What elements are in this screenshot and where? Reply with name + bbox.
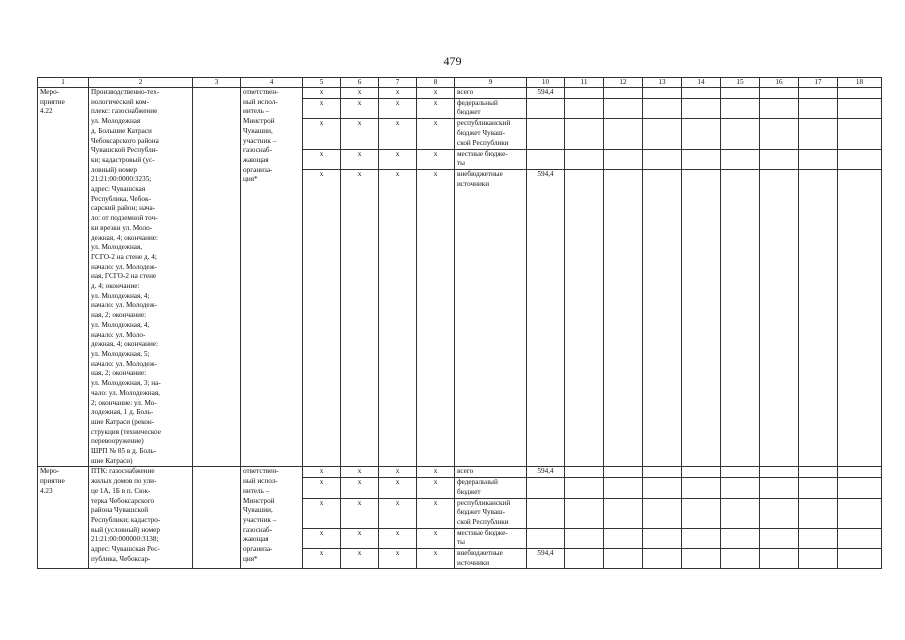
funding-source-cell: федеральный бюджет (455, 478, 527, 498)
empty-cell (565, 549, 604, 569)
funding-source-cell: всего (455, 88, 527, 99)
empty-cell (643, 498, 682, 528)
empty-cell (643, 119, 682, 149)
column-header: 18 (838, 78, 882, 88)
column-header: 13 (643, 78, 682, 88)
column-header: 1 (38, 78, 89, 88)
empty-cell (760, 88, 799, 99)
empty-cell (565, 170, 604, 467)
empty-cell (643, 170, 682, 467)
column-header: 12 (604, 78, 643, 88)
empty-cell (721, 119, 760, 149)
empty-cell (565, 478, 604, 498)
empty-cell (604, 119, 643, 149)
empty-cell (760, 528, 799, 548)
empty-cell (643, 88, 682, 99)
table-row (38, 467, 882, 478)
column-header: 8 (417, 78, 455, 88)
amount-cell (527, 119, 565, 149)
column-header: 11 (565, 78, 604, 88)
mark-cell: x (417, 88, 455, 99)
empty-cell (760, 149, 799, 170)
empty-cell (799, 498, 838, 528)
measure-cell: Меро- приятие 4.22 (38, 88, 89, 467)
empty-cell (565, 467, 604, 478)
empty-cell (838, 478, 882, 498)
empty-cell (799, 467, 838, 478)
empty-cell (721, 549, 760, 569)
mark-cell: x (379, 88, 417, 99)
funding-source-cell: внебюджетные источники (455, 549, 527, 569)
mark-cell: x (417, 549, 455, 569)
empty-cell (643, 149, 682, 170)
mark-cell: x (303, 170, 341, 467)
empty-cell (604, 498, 643, 528)
mark-cell: x (341, 98, 379, 119)
empty-cell (838, 467, 882, 478)
mark-cell: x (379, 170, 417, 467)
mark-cell: x (417, 478, 455, 498)
header-row (38, 78, 882, 88)
column-header: 6 (341, 78, 379, 88)
executor-cell: ответствен- ный испол- нитель – Минстрой Чувашии, участник – газоснаб- жающая организа- ция* (241, 467, 303, 569)
empty-cell (604, 467, 643, 478)
mark-cell: x (303, 149, 341, 170)
empty-cell (838, 170, 882, 467)
amount-cell (527, 478, 565, 498)
empty-cell (193, 88, 241, 467)
empty-cell (682, 528, 721, 548)
empty-cell (799, 98, 838, 119)
mark-cell: x (417, 170, 455, 467)
empty-cell (193, 467, 241, 569)
empty-cell (799, 119, 838, 149)
funding-source-cell: республиканский бюджет Чуваш- ской Республики (455, 498, 527, 528)
empty-cell (760, 549, 799, 569)
column-header: 17 (799, 78, 838, 88)
empty-cell (760, 467, 799, 478)
mark-cell: x (303, 498, 341, 528)
empty-cell (682, 549, 721, 569)
mark-cell: x (341, 119, 379, 149)
empty-cell (604, 478, 643, 498)
mark-cell: x (341, 478, 379, 498)
empty-cell (721, 498, 760, 528)
empty-cell (721, 98, 760, 119)
empty-cell (682, 119, 721, 149)
column-header: 10 (527, 78, 565, 88)
mark-cell: x (341, 467, 379, 478)
empty-cell (682, 149, 721, 170)
column-header: 2 (89, 78, 193, 88)
mark-cell: x (379, 498, 417, 528)
empty-cell (565, 98, 604, 119)
empty-cell (721, 149, 760, 170)
mark-cell: x (417, 98, 455, 119)
empty-cell (643, 467, 682, 478)
empty-cell (721, 88, 760, 99)
empty-cell (565, 149, 604, 170)
amount-cell (527, 498, 565, 528)
funding-source-cell: всего (455, 467, 527, 478)
empty-cell (721, 528, 760, 548)
empty-cell (799, 149, 838, 170)
mark-cell: x (341, 549, 379, 569)
empty-cell (643, 549, 682, 569)
empty-cell (760, 478, 799, 498)
empty-cell (838, 119, 882, 149)
mark-cell: x (341, 88, 379, 99)
description-cell: ПТК: газоснабжение жилых домов по ули- це 1А, 1Б в п. Сюк- терка Чебоксарского района Чувашской Республики; кадастро- вый (условный) номер 21:21:00:000000:3138; адрес: Чувашская Рес- публика, Чебоксар- (89, 467, 193, 569)
empty-cell (682, 170, 721, 467)
empty-cell (838, 528, 882, 548)
empty-cell (682, 467, 721, 478)
empty-cell (721, 478, 760, 498)
amount-cell: 594,4 (527, 549, 565, 569)
mark-cell: x (341, 528, 379, 548)
column-header: 7 (379, 78, 417, 88)
column-header: 5 (303, 78, 341, 88)
empty-cell (604, 88, 643, 99)
mark-cell: x (341, 170, 379, 467)
column-header: 3 (193, 78, 241, 88)
mark-cell: x (303, 119, 341, 149)
mark-cell: x (379, 528, 417, 548)
mark-cell: x (417, 528, 455, 548)
empty-cell (604, 549, 643, 569)
empty-cell (838, 98, 882, 119)
mark-cell: x (379, 467, 417, 478)
mark-cell: x (341, 498, 379, 528)
empty-cell (760, 98, 799, 119)
empty-cell (799, 528, 838, 548)
mark-cell: x (303, 88, 341, 99)
empty-cell (643, 478, 682, 498)
empty-cell (682, 88, 721, 99)
empty-cell (643, 98, 682, 119)
empty-cell (760, 170, 799, 467)
empty-cell (760, 119, 799, 149)
mark-cell: x (379, 478, 417, 498)
empty-cell (565, 498, 604, 528)
page-number: 479 (443, 54, 462, 68)
mark-cell: x (379, 149, 417, 170)
mark-cell: x (379, 119, 417, 149)
budget-table (37, 77, 882, 569)
amount-cell: 594,4 (527, 88, 565, 99)
funding-source-cell: местные бюдже- ты (455, 528, 527, 548)
empty-cell (721, 170, 760, 467)
column-header: 14 (682, 78, 721, 88)
empty-cell (838, 498, 882, 528)
mark-cell: x (417, 498, 455, 528)
amount-cell (527, 149, 565, 170)
empty-cell (682, 498, 721, 528)
empty-cell (799, 88, 838, 99)
column-header: 15 (721, 78, 760, 88)
mark-cell: x (417, 119, 455, 149)
amount-cell (527, 98, 565, 119)
funding-source-cell: внебюджетные источники (455, 170, 527, 467)
mark-cell: x (417, 467, 455, 478)
empty-cell (838, 549, 882, 569)
mark-cell: x (417, 149, 455, 170)
column-header: 16 (760, 78, 799, 88)
amount-cell: 594,4 (527, 170, 565, 467)
empty-cell (565, 119, 604, 149)
funding-source-cell: местные бюдже- ты (455, 149, 527, 170)
mark-cell: x (303, 467, 341, 478)
empty-cell (565, 528, 604, 548)
empty-cell (838, 149, 882, 170)
mark-cell: x (379, 549, 417, 569)
empty-cell (643, 528, 682, 548)
description-cell: Производственно-тех- нологический ком- плекс: газоснабжение ул. Молодежная д. Большие Катраси Чебоксарского района Чувашской Республи- ки; кадастровый (ус- ловный) номер 21:21:00:0000:3235; адрес: Чувашская Республика, Чебок- сарский район; нача- ло: от подземной точ- ки врезки ул. Моло- дежная, 4; окончание: ул. Молодежная, ГСГО-2 на стене д. 4; начало: ул. Молодеж- ная, ГСГО-2 на стене д. 4; окончание: ул. Молодежная, 4; начало: ул. Молодеж- ная, 2; окончание: ул. Молодежная, 4, начало: ул. Моло- дежная, 4; окончание: ул. Молодежная, 5; начало: ул. Молодеж- ная, 2; окончание: ул. Молодежная, 3; на- чало: ул. Молодежная, 2; окончание: ул. Мо- лодежная, 1 д. Боль- шие Катраси (рекон- струкция (техническое перевооружение) ШРП № 85 в д. Боль- шие Катраси) (89, 88, 193, 467)
empty-cell (799, 170, 838, 467)
mark-cell: x (341, 149, 379, 170)
empty-cell (799, 478, 838, 498)
empty-cell (604, 98, 643, 119)
funding-source-cell: федеральный бюджет (455, 98, 527, 119)
empty-cell (682, 98, 721, 119)
mark-cell: x (303, 478, 341, 498)
measure-cell: Меро- приятие 4.23 (38, 467, 89, 569)
funding-source-cell: республиканский бюджет Чуваш- ской Республики (455, 119, 527, 149)
empty-cell (604, 528, 643, 548)
mark-cell: x (379, 98, 417, 119)
executor-cell: ответствен- ный испол- нитель – Минстрой Чувашии, участник – газоснаб- жающая организа- ция* (241, 88, 303, 467)
table-row (38, 88, 882, 99)
empty-cell (760, 498, 799, 528)
mark-cell: x (303, 528, 341, 548)
empty-cell (604, 149, 643, 170)
empty-cell (682, 478, 721, 498)
amount-cell (527, 528, 565, 548)
empty-cell (721, 467, 760, 478)
empty-cell (838, 88, 882, 99)
column-header: 4 (241, 78, 303, 88)
empty-cell (799, 549, 838, 569)
empty-cell (604, 170, 643, 467)
mark-cell: x (303, 549, 341, 569)
amount-cell: 594,4 (527, 467, 565, 478)
empty-cell (565, 88, 604, 99)
column-header: 9 (455, 78, 527, 88)
mark-cell: x (303, 98, 341, 119)
